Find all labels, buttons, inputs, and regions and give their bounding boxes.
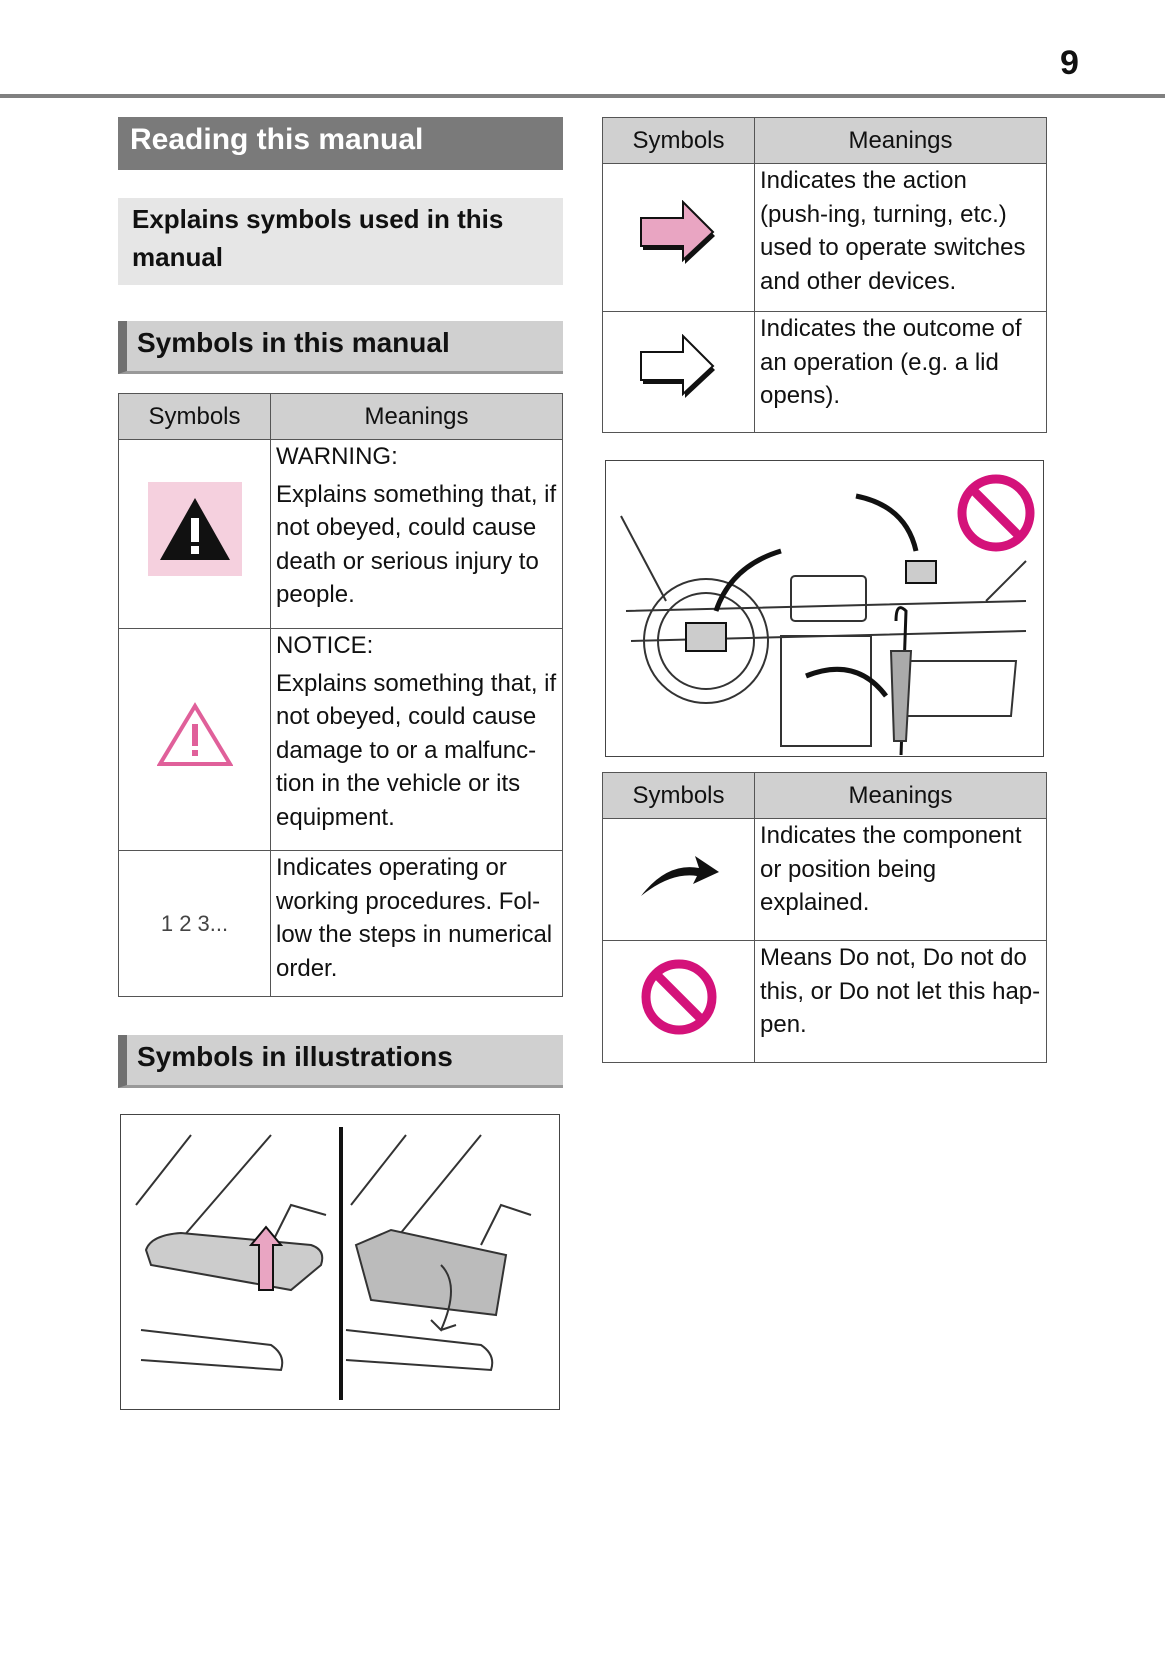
action-arrow-text: Indicates the action (push-ing, turning, etc.) used to operate switches and other devices. xyxy=(755,164,1047,312)
illustration-symbols-table-2 xyxy=(602,772,1047,1063)
outcome-arrow-text: Indicates the outcome of an operation (e.g. a lid opens). xyxy=(755,312,1047,433)
page-title: Reading this manual xyxy=(118,117,563,170)
notice-text: Explains something that, if not obeyed, could cause damage to or a malfunc-tion in the vehicle or its equipment. xyxy=(276,669,557,831)
table-row xyxy=(603,819,1047,941)
table-row xyxy=(603,312,1047,433)
table-row xyxy=(119,629,563,851)
curved-arrow-icon xyxy=(637,850,721,900)
col-meanings: Meanings xyxy=(271,394,563,440)
warning-label: WARNING: xyxy=(276,443,398,470)
subtitle: Explains symbols used in this manual xyxy=(118,198,563,285)
col-symbols: Symbols xyxy=(603,773,755,819)
prohibition-icon xyxy=(639,957,719,1037)
col-meanings: Meanings xyxy=(755,118,1047,164)
table-row xyxy=(603,164,1047,312)
page-number: 9 xyxy=(1060,44,1079,82)
col-symbols: Symbols xyxy=(603,118,755,164)
section-heading-illustrations: Symbols in illustrations xyxy=(118,1035,563,1088)
col-symbols: Symbols xyxy=(119,394,271,440)
prohibition-text: Means Do not, Do not do this, or Do not let this hap-pen. xyxy=(755,941,1047,1063)
manual-symbols-table xyxy=(118,393,563,997)
car-interior-illustration xyxy=(605,460,1044,757)
curved-arrow-text: Indicates the component or position being explained. xyxy=(755,819,1047,941)
notice-icon xyxy=(157,702,233,768)
warning-text: Explains something that, if not obeyed, could cause death or serious injury to people. xyxy=(276,480,557,608)
steps-symbol: 1 2 3... xyxy=(119,851,271,997)
section-heading-manual: Symbols in this manual xyxy=(118,321,563,374)
illustration-symbols-table-1 xyxy=(602,117,1047,433)
table-row xyxy=(603,941,1047,1063)
action-arrow-icon xyxy=(639,200,719,266)
table-row xyxy=(119,440,563,629)
warning-icon xyxy=(148,482,242,576)
outcome-arrow-icon xyxy=(639,334,719,400)
table-row xyxy=(119,851,563,997)
steps-text: Indicates operating or working procedures. Fol-low the steps in numerical order. xyxy=(271,851,563,997)
header-rule xyxy=(0,94,1165,98)
col-meanings: Meanings xyxy=(755,773,1047,819)
notice-label: NOTICE: xyxy=(276,632,374,659)
lid-illustration xyxy=(120,1114,560,1410)
